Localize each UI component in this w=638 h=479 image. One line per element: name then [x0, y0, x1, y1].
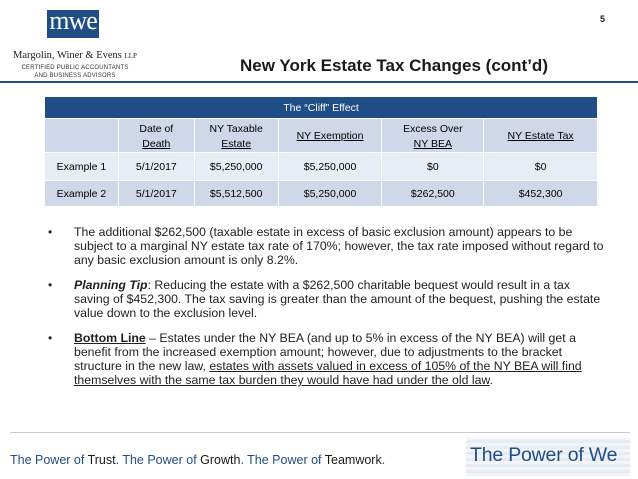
table-cell: $5,512,500: [194, 181, 278, 207]
firm-tagline: [0, 65, 150, 80]
table-cell: 5/1/2017: [118, 181, 194, 207]
header-line-1: NY Taxable: [209, 122, 263, 135]
bullet-text: The additional $262,500 (taxable estate in excess of basic exclusion amount) appears to be subject to a marginal NY estate tax rate of 170%; however, the tax rate imposed without regard to any basic exclusion amount is only 8.2%.: [74, 225, 604, 267]
firm-tagline-line-1: CERTIFIED PUBLIC ACCOUNTANTS: [21, 65, 129, 71]
bullet-dot: •: [48, 225, 53, 239]
header-line-2: Death: [142, 137, 171, 150]
table-caption: The “Cliff” Effect: [45, 97, 598, 119]
bullet-item: [48, 278, 608, 320]
firm-tagline-line-2: AND BUSINESS ADVISORS: [34, 72, 116, 79]
footer-divider: [10, 432, 630, 433]
bullet-lead: Bottom Line: [74, 331, 146, 345]
header-line-1: Date of: [139, 122, 174, 135]
logo-mark-text: mwe: [49, 6, 97, 35]
badge-text: The Power of We: [470, 444, 618, 466]
bullet-item: [48, 331, 608, 387]
header-line-2: Estate: [221, 137, 252, 150]
table-cell: $0: [484, 153, 598, 181]
footer-text: The Power of: [10, 453, 88, 467]
bullet-item: [48, 225, 608, 267]
table-cell: $5,250,000: [194, 153, 278, 181]
footer-keyword: Teamwork: [324, 453, 382, 467]
bullet-dot: •: [48, 331, 53, 345]
header-line-2: NY BEA: [413, 137, 452, 150]
table-cell: Example 2: [45, 181, 119, 207]
bullet-dot: •: [48, 278, 53, 292]
table-cell: Example 1: [45, 153, 119, 181]
table-cell: $5,250,000: [278, 153, 382, 181]
firm-logo: [0, 6, 150, 90]
table-header-taxable: [194, 119, 278, 153]
bullet-lead: Planning Tip: [74, 278, 148, 292]
table-row: [45, 153, 598, 181]
header-line-2: NY Estate Tax: [507, 130, 574, 142]
table-header-estate-tax: [484, 119, 598, 153]
table-cell: $0: [382, 153, 484, 181]
page-number: 5: [600, 14, 606, 24]
table-cell: 5/1/2017: [118, 153, 194, 181]
bullet-end: .: [489, 373, 494, 387]
table-header-date: [118, 119, 194, 153]
header-line-2: NY Exemption: [296, 130, 364, 142]
firm-name-text: Margolin, Winer & Evens: [13, 50, 122, 61]
footer-keyword: Trust: [87, 453, 116, 467]
bullet-text: : Reducing the estate with a $262,500 charitable bequest would result in a tax saving of $452,300. The tax saving is greater than the amount of the bequest, pushing the estate value down to the exclusion level.: [74, 278, 601, 320]
slide-title: New York Estate Tax Changes (cont’d): [240, 56, 548, 75]
power-of-we-badge: [466, 438, 630, 476]
footer-text: .: [381, 453, 386, 467]
footer-tagline: [10, 453, 385, 467]
table-header-excess: [382, 119, 484, 153]
table-header-blank: [45, 119, 119, 153]
bullet-list: [48, 225, 608, 398]
cliff-effect-table: [44, 96, 598, 207]
footer-text: . The Power of: [240, 453, 325, 467]
bullet-text: – Estates under the NY BEA (and up to 5% in excess of the NY BEA) will get a benefit from the increased exemption amount; however, due to adjustments to the bracket structure in the new law,: [74, 331, 576, 373]
table-row: [45, 181, 598, 207]
firm-name: [0, 50, 150, 61]
logo-mark-box: [47, 6, 99, 38]
table-cell: $452,300: [484, 181, 598, 207]
table-header-row: [45, 119, 598, 153]
table-cell: $262,500: [382, 181, 484, 207]
footer-keyword: Growth: [200, 453, 241, 467]
table-header-exemption: [278, 119, 382, 153]
title-divider: [0, 81, 638, 83]
footer-text: . The Power of: [115, 453, 201, 467]
header-line-1: Excess Over: [403, 122, 463, 135]
firm-suffix: LLP: [124, 52, 137, 60]
table-cell: $5,250,000: [278, 181, 382, 207]
bullet-underlined-text: estates with assets valued in excess of 105% of the NY BEA will find themselves with the same tax burden they would have had under the old law: [74, 359, 582, 387]
